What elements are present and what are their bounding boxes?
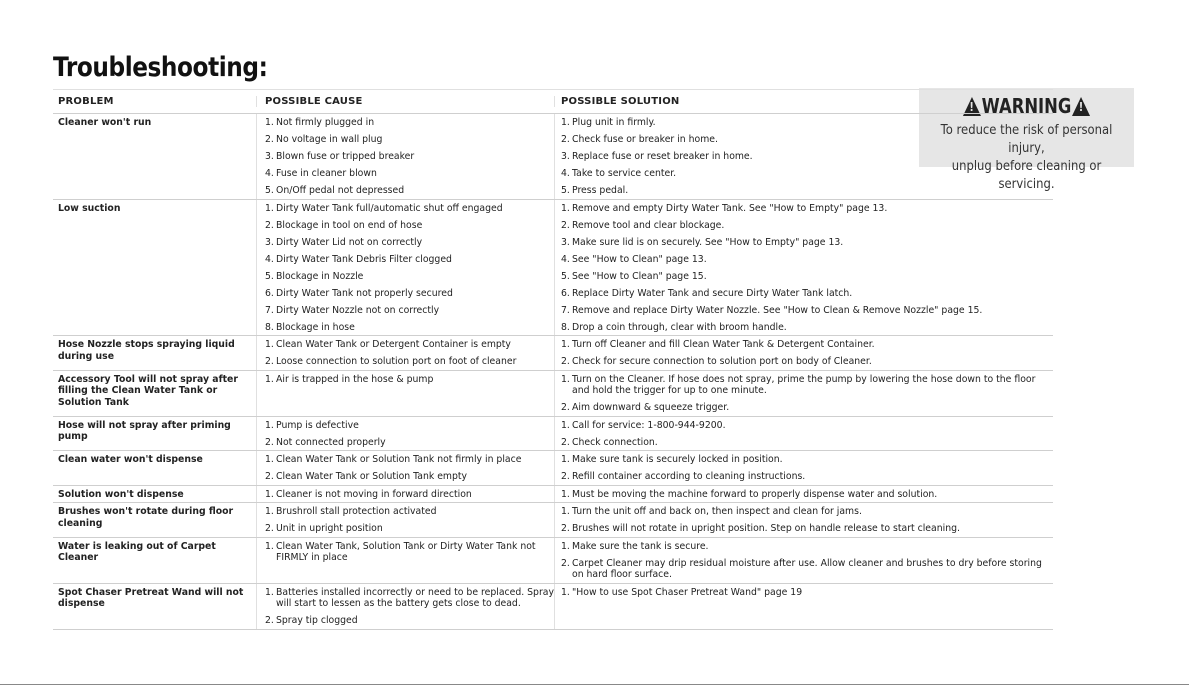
problem-cell: Low suction	[58, 202, 121, 214]
cause-cell	[256, 486, 554, 503]
solution-text: Make sure tank is securely locked in position.	[572, 454, 783, 465]
table-row	[53, 451, 1053, 486]
solution-text: Refill container according to cleaning instructions.	[572, 471, 806, 482]
problem-cell: Cleaner won't run	[58, 117, 152, 128]
cause-text: Clean Water Tank or Solution Tank not firmly in place	[276, 454, 522, 465]
solution-number: 6.	[561, 287, 570, 299]
cause-item	[265, 168, 554, 180]
cause-text: Blockage in tool on end of hose	[276, 219, 423, 231]
header-solution: POSSIBLE SOLUTION	[554, 96, 1053, 107]
solution-text: Check fuse or breaker in home.	[572, 134, 718, 145]
header-problem: PROBLEM	[58, 96, 114, 107]
table-row	[53, 336, 1053, 371]
solution-text: Aim downward & squeeze trigger.	[572, 402, 730, 413]
solution-item	[561, 271, 1053, 283]
cause-text: Dirty Water Lid not on correctly	[276, 236, 423, 248]
cause-number: 3.	[265, 236, 274, 248]
solution-cell	[554, 538, 1053, 583]
cause-item	[265, 489, 554, 501]
cause-item	[265, 471, 554, 483]
cause-text: Air is trapped in the hose & pump	[276, 373, 434, 385]
cause-text: Clean Water Tank, Solution Tank or Dirty Water Tank not FIRMLY in place	[276, 540, 536, 563]
troubleshooting-table	[53, 89, 1053, 630]
solution-text: Make sure the tank is secure.	[572, 540, 709, 552]
cause-cell	[256, 503, 554, 537]
cause-text: Not firmly plugged in	[276, 117, 375, 128]
solution-number: 1.	[561, 373, 570, 385]
solution-item	[561, 339, 1053, 351]
solution-number: 2.	[561, 356, 570, 367]
solution-item	[561, 374, 1053, 397]
problem-cell: Hose will not spray after priming pump	[58, 419, 231, 442]
solution-item	[561, 437, 1053, 449]
cause-item	[265, 151, 554, 163]
table-row	[53, 200, 1053, 337]
solution-item	[561, 402, 1053, 414]
cause-number: 2.	[265, 471, 274, 482]
cause-item	[265, 220, 554, 232]
cause-cell	[256, 451, 554, 485]
solution-number: 1.	[561, 488, 570, 500]
cause-text: On/Off pedal not depressed	[276, 185, 405, 196]
cause-cell	[256, 538, 554, 583]
cause-text: Fuse in cleaner blown	[276, 168, 377, 179]
solution-number: 7.	[561, 304, 570, 316]
solution-number: 4.	[561, 168, 570, 179]
page-title: Troubleshooting:	[53, 52, 268, 83]
cause-cell	[256, 336, 554, 370]
cause-text: Blockage in hose	[276, 321, 355, 333]
cause-item	[265, 437, 554, 449]
cause-text: Loose connection to solution port on foot of cleaner	[276, 356, 517, 367]
problem-cell: Clean water won't dispense	[58, 454, 203, 465]
solution-text: Turn on the Cleaner. If hose does not spray, prime the pump by lowering the hose down to the floor and hold the trigger for up to one minute.	[572, 373, 1036, 396]
solution-text: Brushes will not rotate in upright position. Step on handle release to start cleaning.	[572, 523, 960, 534]
solution-text: See "How to Clean" page 15.	[572, 270, 707, 282]
problem-cell: Water is leaking out of Carpet Cleaner	[58, 540, 216, 563]
cause-item	[265, 185, 554, 197]
cause-item	[265, 587, 554, 610]
solution-item	[561, 587, 1053, 599]
cause-item	[265, 506, 554, 518]
cause-number: 5.	[265, 185, 274, 196]
solution-text: Call for service: 1-800-944-9200.	[572, 419, 726, 431]
cause-item	[265, 254, 554, 266]
cause-number: 6.	[265, 287, 274, 299]
solution-item	[561, 117, 1053, 129]
cause-item	[265, 237, 554, 249]
table-row	[53, 538, 1053, 584]
problem-cell: Accessory Tool will not spray after filling the Clean Water Tank or Solution Tank	[58, 373, 238, 408]
solution-number: 2.	[561, 219, 570, 231]
solution-item	[561, 151, 1053, 163]
solution-number: 1.	[561, 540, 570, 552]
solution-item	[561, 356, 1053, 368]
solution-number: 1.	[561, 419, 570, 431]
solution-item	[561, 134, 1053, 146]
cause-text: Dirty Water Tank not properly secured	[276, 287, 453, 299]
solution-item	[561, 523, 1053, 535]
cause-item	[265, 339, 554, 351]
table-row	[53, 486, 1053, 504]
solution-number: 1.	[561, 454, 570, 465]
warning-heading: WARNING	[981, 94, 1072, 118]
cause-cell	[256, 584, 554, 629]
cause-text: Unit in upright position	[276, 523, 383, 534]
cause-item	[265, 454, 554, 466]
solution-cell	[554, 486, 1053, 503]
cause-number: 4.	[265, 253, 274, 265]
cause-item	[265, 134, 554, 146]
solution-item	[561, 168, 1053, 180]
cause-text: Dirty Water Tank full/automatic shut off engaged	[276, 202, 503, 214]
cause-cell	[256, 114, 554, 199]
solution-text: Remove and empty Dirty Water Tank. See "How to Empty" page 13.	[572, 202, 888, 214]
solution-number: 1.	[561, 586, 570, 598]
solution-text: "How to use Spot Chaser Pretreat Wand" page 19	[572, 586, 803, 598]
solution-cell	[554, 451, 1053, 485]
solution-text: See "How to Clean" page 13.	[572, 253, 707, 265]
cause-number: 1.	[265, 117, 274, 128]
solution-text: Must be moving the machine forward to properly dispense water and solution.	[572, 488, 938, 500]
solution-text: Carpet Cleaner may drip residual moisture after use. Allow cleaner and brushes to dry before storing on hard floor surface.	[572, 557, 1042, 580]
solution-number: 3.	[561, 236, 570, 248]
cause-item	[265, 271, 554, 283]
solution-text: Make sure lid is on securely. See "How to Empty" page 13.	[572, 236, 844, 248]
problem-cell: Solution won't dispense	[58, 488, 184, 500]
table-row	[53, 584, 1053, 630]
warning-line-1: To reduce the risk of personal injury,	[940, 122, 1113, 156]
cause-item	[265, 420, 554, 432]
solution-cell	[554, 503, 1053, 537]
warning-triangle-icon	[1072, 97, 1090, 116]
solution-text: Check connection.	[572, 436, 658, 448]
table-header	[53, 89, 1053, 114]
solution-cell	[554, 336, 1053, 370]
solution-item	[561, 322, 1053, 334]
solution-text: Turn off Cleaner and fill Clean Water Tank & Detergent Container.	[572, 339, 875, 350]
solution-item	[561, 288, 1053, 300]
cause-cell	[256, 417, 554, 451]
solution-text: Turn the unit off and back on, then inspect and clean for jams.	[572, 506, 862, 517]
cause-number: 1.	[265, 540, 274, 552]
cause-cell	[256, 200, 554, 336]
solution-item	[561, 305, 1053, 317]
table-row	[53, 503, 1053, 538]
cause-text: Blown fuse or tripped breaker	[276, 151, 415, 162]
cause-number: 8.	[265, 321, 274, 333]
cause-item	[265, 203, 554, 215]
solution-item	[561, 220, 1053, 232]
cause-item	[265, 305, 554, 317]
table-body	[53, 114, 1053, 630]
solution-text: Replace Dirty Water Tank and secure Dirty Water Tank latch.	[572, 287, 853, 299]
solution-item	[561, 203, 1053, 215]
cause-number: 2.	[265, 615, 274, 626]
cause-number: 1.	[265, 454, 274, 465]
solution-cell	[554, 200, 1053, 336]
table-row	[53, 417, 1053, 452]
solution-item	[561, 558, 1053, 581]
cause-number: 2.	[265, 523, 274, 534]
cause-number: 7.	[265, 304, 274, 316]
solution-number: 2.	[561, 557, 570, 569]
cause-number: 2.	[265, 219, 274, 231]
problem-cell: Brushes won't rotate during floor cleaning	[58, 506, 234, 529]
solution-item	[561, 489, 1053, 501]
cause-number: 3.	[265, 151, 274, 162]
cause-text: No voltage in wall plug	[276, 134, 383, 145]
solution-item	[561, 185, 1053, 197]
solution-number: 8.	[561, 321, 570, 333]
solution-number: 1.	[561, 202, 570, 214]
solution-text: Replace fuse or reset breaker in home.	[572, 151, 753, 162]
solution-item	[561, 254, 1053, 266]
solution-cell	[554, 584, 1053, 629]
solution-cell	[554, 417, 1053, 451]
cause-text: Clean Water Tank or Solution Tank empty	[276, 471, 468, 482]
cause-text: Brushroll stall protection activated	[276, 506, 437, 517]
solution-text: Plug unit in firmly.	[572, 117, 656, 128]
solution-number: 2.	[561, 436, 570, 448]
solution-text: Take to service center.	[572, 168, 677, 179]
cause-number: 1.	[265, 419, 274, 431]
header-cause: POSSIBLE CAUSE	[256, 96, 554, 107]
cause-number: 1.	[265, 488, 274, 500]
solution-number: 1.	[561, 117, 570, 128]
cause-item	[265, 117, 554, 129]
cause-number: 1.	[265, 202, 274, 214]
table-row	[53, 114, 1053, 200]
cause-number: 4.	[265, 168, 274, 179]
solution-item	[561, 454, 1053, 466]
solution-number: 2.	[561, 523, 570, 534]
solution-item	[561, 471, 1053, 483]
cause-text: Batteries installed incorrectly or need to be replaced. Spray will start to lessen as the battery gets close to dead.	[276, 586, 554, 609]
warning-line-2: unplug before cleaning or servicing.	[951, 158, 1102, 192]
cause-item	[265, 374, 554, 386]
cause-number: 1.	[265, 586, 274, 598]
solution-number: 5.	[561, 185, 570, 196]
solution-text: Remove and replace Dirty Water Nozzle. See "How to Clean & Remove Nozzle" page 15.	[572, 304, 983, 316]
cause-text: Cleaner is not moving in forward direction	[276, 488, 472, 500]
cause-number: 1.	[265, 339, 274, 350]
cause-text: Dirty Water Nozzle not on correctly	[276, 304, 440, 316]
solution-text: Check for secure connection to solution port on body of Cleaner.	[572, 356, 872, 367]
solution-number: 1.	[561, 339, 570, 350]
solution-number: 1.	[561, 506, 570, 517]
solution-number: 2.	[561, 402, 570, 413]
problem-cell: Hose Nozzle stops spraying liquid during use	[58, 339, 235, 362]
solution-text: Remove tool and clear blockage.	[572, 219, 725, 231]
solution-text: Drop a coin through, clear with broom handle.	[572, 321, 787, 333]
cause-item	[265, 523, 554, 535]
cause-text: Blockage in Nozzle	[276, 270, 364, 282]
cause-item	[265, 322, 554, 334]
cause-number: 1.	[265, 506, 274, 517]
solution-text: Press pedal.	[572, 185, 629, 196]
solution-item	[561, 506, 1053, 518]
cause-text: Not connected properly	[276, 436, 386, 448]
cause-text: Spray tip clogged	[276, 615, 358, 626]
solution-item	[561, 237, 1053, 249]
table-row	[53, 371, 1053, 417]
solution-item	[561, 541, 1053, 553]
cause-item	[265, 288, 554, 300]
cause-number: 2.	[265, 436, 274, 448]
cause-number: 1.	[265, 373, 274, 385]
cause-item	[265, 615, 554, 627]
solution-number: 2.	[561, 471, 570, 482]
solution-cell	[554, 371, 1053, 416]
cause-number: 2.	[265, 134, 274, 145]
cause-number: 2.	[265, 356, 274, 367]
solution-item	[561, 420, 1053, 432]
cause-text: Clean Water Tank or Detergent Container is empty	[276, 339, 511, 350]
solution-number: 2.	[561, 134, 570, 145]
cause-text: Dirty Water Tank Debris Filter clogged	[276, 253, 452, 265]
cause-cell	[256, 371, 554, 416]
cause-item	[265, 541, 554, 564]
cause-text: Pump is defective	[276, 419, 359, 431]
solution-number: 3.	[561, 151, 570, 162]
solution-number: 4.	[561, 253, 570, 265]
problem-cell: Spot Chaser Pretreat Wand will not dispense	[58, 586, 244, 609]
cause-number: 5.	[265, 270, 274, 282]
solution-number: 5.	[561, 270, 570, 282]
solution-cell	[554, 114, 1053, 199]
cause-item	[265, 356, 554, 368]
